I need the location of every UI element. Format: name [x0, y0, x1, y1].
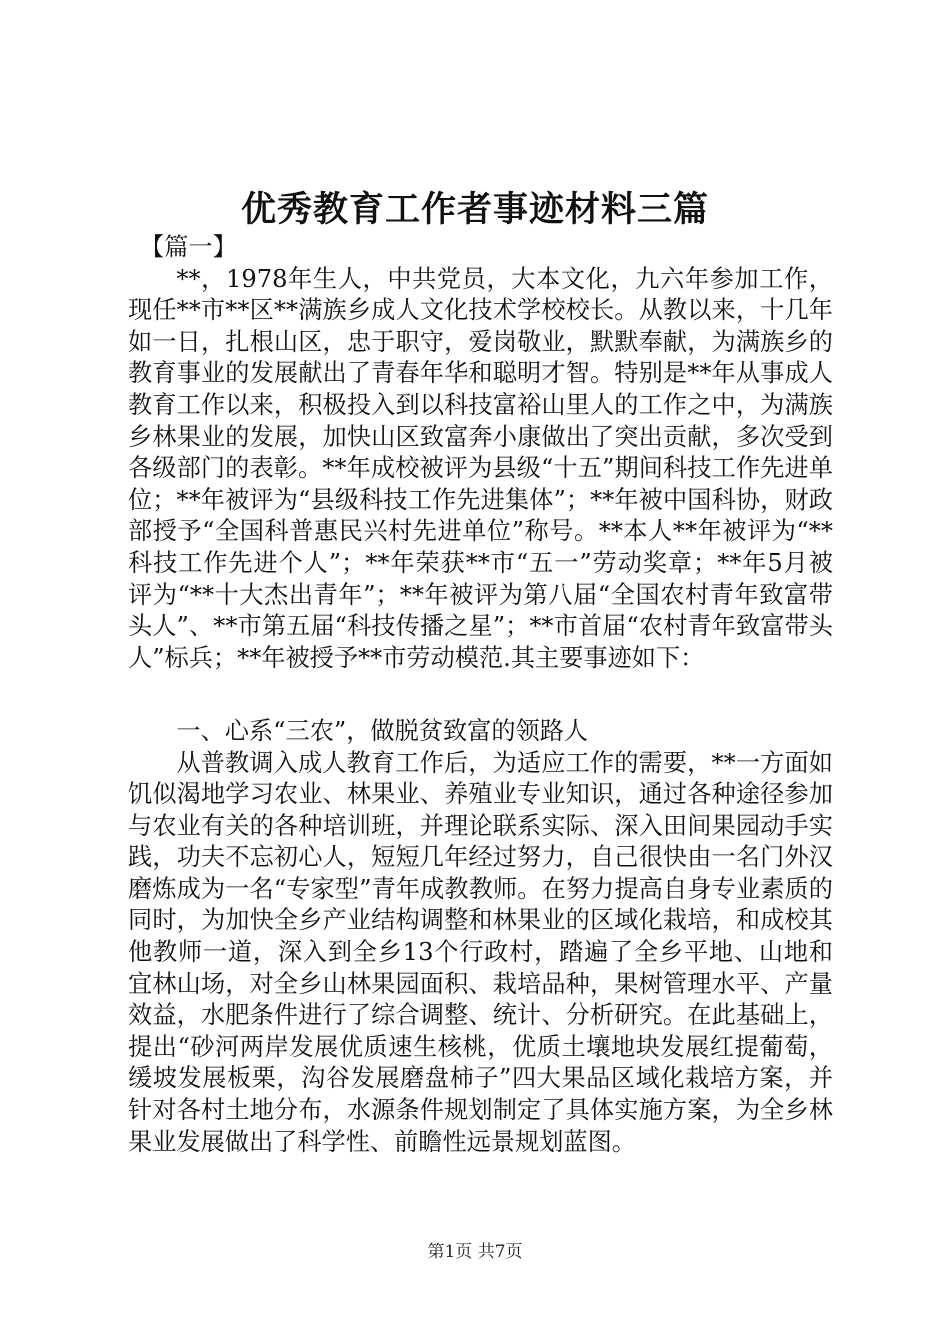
paragraph-body: 从普教调入成人教育工作后，为适应工作的需要，**一方面如饥似渴地学习农业、林果业、养殖业专业知识，通过各种途径参加与农业有关的各种培训班，并理论联系实际、深入田间果园动手实践，功夫不忘初心人，短短几年经过努力，自己很快由一名门外汉磨炼成为一名“专家型”青年成教教师。在努力提高自身专业素质的同时，为加快全乡产业结构调整和林果业的区域化栽培，和成校其他教师一道，深入到全乡13个行政村，踏遍了全乡平地、山地和宜林山场，对全乡山林果园面积、栽培品种，果树管理水平、产量效益，水肥条件进行了综合调整、统计、分析研究。在此基础上，提出“砂河两岸发展优质速生核桃，优质土壤地块发展红提葡萄，缓坡发展板栗，沟谷发展磨盘柿子”四大果品区域化栽培方案，并针对各村土地分布，水源条件规划制定了具体实施方案，为全乡林果业发展做出了科学性、前瞻性远景规划蓝图。 [128, 748, 833, 1156]
document-title: 优秀教育工作者事迹材料三篇 [240, 189, 709, 230]
paragraph-intro: **，1978年生人，中共党员，大本文化，九六年参加工作，现任**市**区**满族乡成人文化技术学校校长。从教以来，十几年如一日，扎根山区，忠于职守，爱岗敬业，默默奉献，为满族乡的教育事业的发展献出了青春年华和聪明才智。特别是**年从事成人教育工作以来，积极投入到以科技富裕山里人的工作之中，为满族乡林果业的发展，加快山区致富奔小康做出了突出贡献，多次受到各级部门的表彰。**年成校被评为县级“十五”期间科技工作先进单位；**年被评为“县级科技工作先进集体”；**年被中国科协，财政部授予“全国科普惠民兴村先进单位”称号。**本人**年被评为“**科技工作先进个人”；**年荣获**市“五一”劳动奖章；**年5月被评为“**十大杰出青年”；**年被评为第八届“全国农村青年致富带头人”、**市第五届“科技传播之星”；**市首届“农村青年致富带头人”标兵；**年被授予**市劳动模范.其主要事迹如下： [128, 264, 833, 672]
section-label: 【篇一】 [140, 233, 237, 261]
section-heading: 一、心系“三农”，做脱贫致富的领路人 [176, 716, 589, 745]
document-body [128, 232, 833, 1158]
page-footer: 第1页 共7页 [427, 1242, 523, 1262]
paragraph-spacer [128, 674, 833, 706]
